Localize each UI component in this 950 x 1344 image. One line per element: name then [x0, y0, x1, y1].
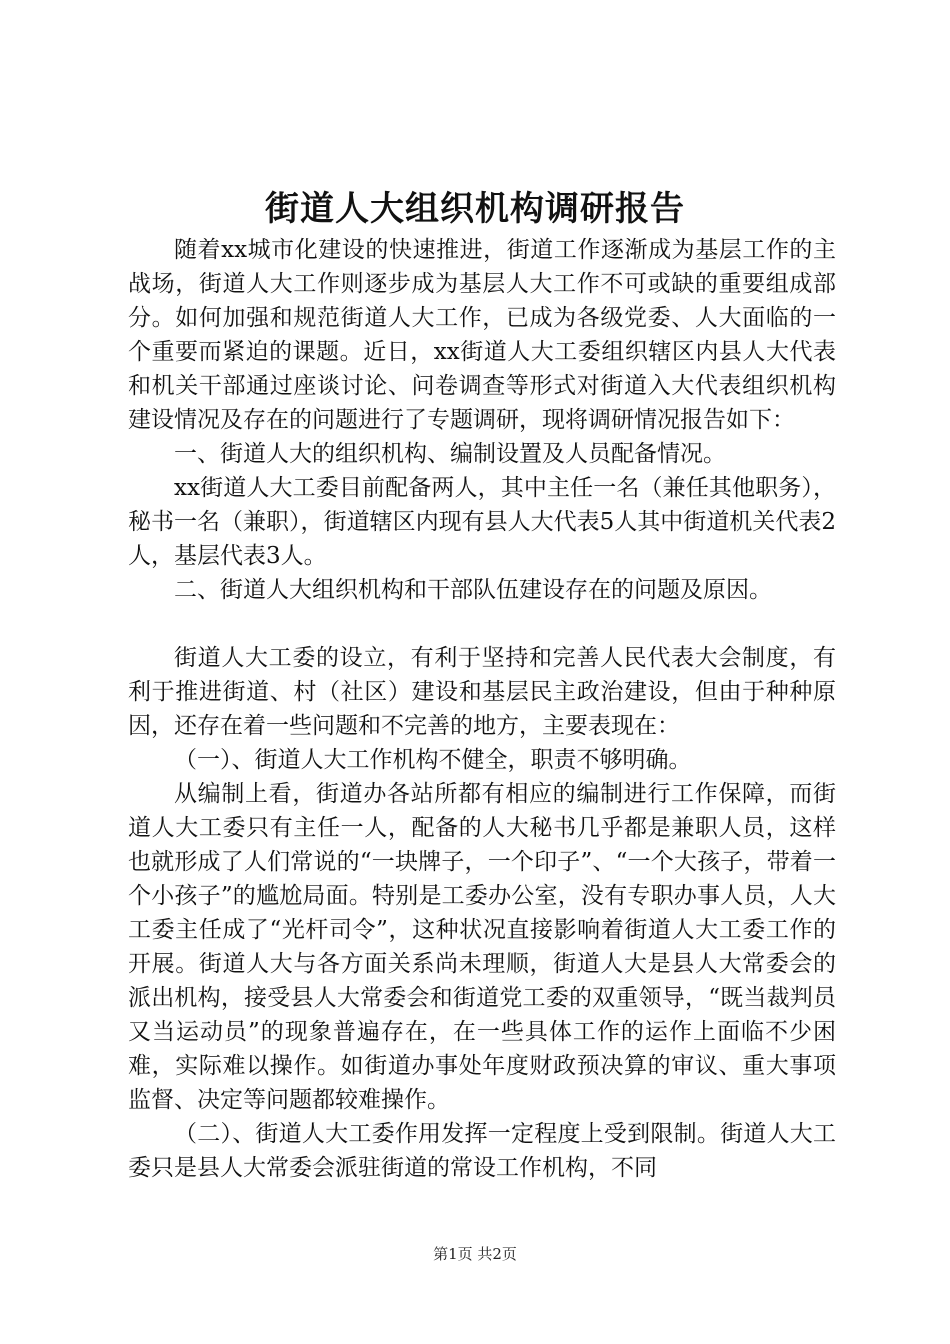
subsection-heading-2: （二）、街道人大工委作用发挥一定程度上受到限制。街道人大工委只是县人大常委会派驻街道的常设工作机构，不同 [128, 1121, 836, 1181]
paragraph-problems-intro: 街道人大工委的设立，有利于坚持和完善人民代表大会制度，有利于推进街道、村（社区）建设和基层民主政治建设，但由于种种原因，还存在着一些问题和不完善的地方，主要表现在： [128, 645, 836, 739]
section-heading-2: 二、街道人大组织机构和干部队伍建设存在的问题及原因。 [174, 577, 772, 603]
page-footer: 第1页 共2页 [433, 1245, 517, 1263]
document-body [128, 233, 836, 1185]
paragraph-staffing: xx街道人大工委目前配备两人，其中主任一名（兼任其他职务），秘书一名（兼职），街道辖区内现有县人大代表5人其中街道机关代表2人，基层代表3人。 [128, 475, 836, 569]
section-heading-1: 一、街道人大的组织机构、编制设置及人员配备情况。 [174, 441, 726, 467]
document-title: 街道人大组织机构调研报告 [265, 189, 685, 229]
paragraph-staffing-issues: 从编制上看，街道办各站所都有相应的编制进行工作保障，而街道人大工委只有主任一人，配备的人大秘书几乎都是兼职人员，这样也就形成了人们常说的“一块牌子，一个印子”、“一个大孩子，带着一个小孩子”的尴尬局面。特别是工委办公室，没有专职办事人员，人大工委主任成了“光杆司令”，这种状况直接影响着街道人大工委工作的开展。街道人大与各方面关系尚未理顺，街道人大是县人大常委会的派出机构，接受县人大常委会和街道党工委的双重领导，“既当裁判员又当运动员”的现象普遍存在，在一些具体工作的运作上面临不少困难，实际难以操作。如街道办事处年度财政预决算的审议、重大事项监督、决定等问题都较难操作。 [128, 781, 836, 1113]
paragraph-intro: 随着xx城市化建设的快速推进，街道工作逐渐成为基层工作的主战场，街道人大工作则逐步成为基层人大工作不可或缺的重要组成部分。如何加强和规范街道人大工作，已成为各级党委、人大面临的一个重要而紧迫的课题。近日，xx街道人大工委组织辖区内县人大代表和机关干部通过座谈讨论、问卷调查等形式对街道入大代表组织机构建设情况及存在的问题进行了专题调研，现将调研情况报告如下： [128, 237, 836, 433]
subsection-heading-1: （一）、街道人大工作机构不健全，职责不够明确。 [174, 747, 692, 773]
